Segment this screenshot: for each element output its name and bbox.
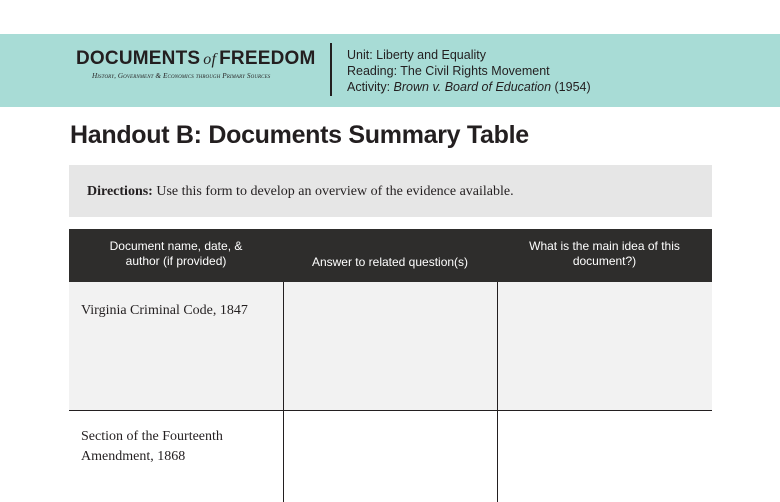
activity-year: (1954) [551, 80, 591, 95]
unit-info [347, 47, 591, 96]
brand-title [76, 48, 316, 71]
activity-prefix: Activity: [347, 80, 394, 95]
brand-main: DOCUMENTS [76, 48, 201, 69]
column-header-document [69, 229, 283, 282]
unit-line: Unit: Liberty and Equality [347, 48, 486, 62]
brand-end: FREEDOM [219, 48, 316, 69]
table-row [69, 411, 712, 501]
reading-line: Reading: The Civil Rights Movement [347, 64, 550, 79]
column-header-document-label: Document name, date, & author (if provided) [109, 239, 243, 268]
header-divider [330, 43, 332, 96]
column-header-main-idea [497, 229, 712, 282]
row-document-cell: Section of the Fourteenth Amendment, 1868 [81, 429, 223, 464]
activity-case: Brown v. Board of Education [393, 80, 552, 95]
directions-text [87, 184, 514, 200]
brand-subtitle: History, Government & Economics through Primary Sources [92, 72, 271, 80]
directions-box [69, 165, 712, 217]
column-header-answer [283, 229, 497, 282]
column-divider [497, 282, 498, 502]
column-header-answer-label: Answer to related question(s) [311, 255, 469, 269]
table-header [69, 229, 712, 282]
row-document-cell: Virginia Criminal Code, 1847 [81, 303, 248, 318]
brand-logo [76, 48, 316, 80]
column-header-main-idea-label: What is the main idea of this document?) [529, 239, 680, 268]
column-divider [283, 282, 284, 502]
header-banner [0, 34, 780, 107]
brand-of: of [203, 51, 217, 68]
table-row [69, 282, 712, 411]
directions-body: Use this form to develop an overview of the evidence available. [152, 184, 514, 199]
page-title: Handout B: Documents Summary Table [70, 121, 529, 149]
activity-line [347, 79, 591, 95]
summary-table [69, 229, 712, 499]
directions-label: Directions: [87, 184, 153, 199]
